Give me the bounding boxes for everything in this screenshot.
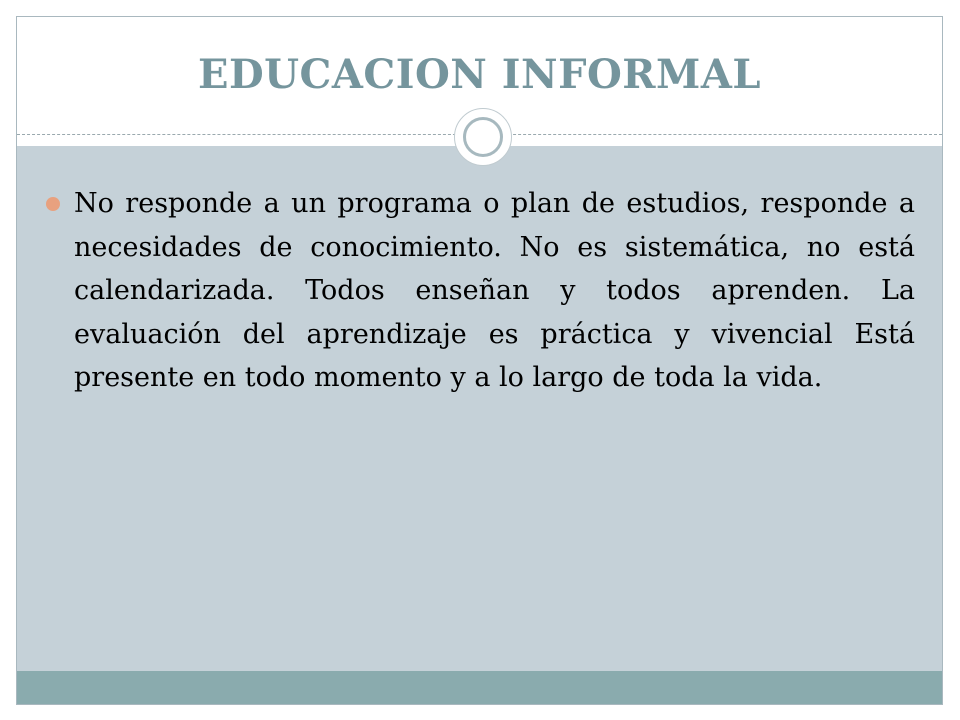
slide-title: EDUCACION INFORMAL — [197, 51, 761, 98]
bullet-list — [17, 182, 942, 400]
footer-bar — [17, 671, 942, 704]
slide-frame — [16, 16, 943, 705]
round-bullet-icon — [46, 197, 60, 211]
bullet-text: No responde a un programa o plan de estudios, responde a necesidades de conocimiento. No es sistemática, no está calendarizada. Todos enseñan y todos aprenden. La evaluación del aprendizaje es práctica y vivencial Está presente en todo momento y a lo largo de toda la vida. — [74, 188, 915, 393]
circle-ring-icon — [454, 108, 512, 166]
bullet-item — [74, 182, 915, 400]
circle-ring-inner — [463, 117, 503, 157]
